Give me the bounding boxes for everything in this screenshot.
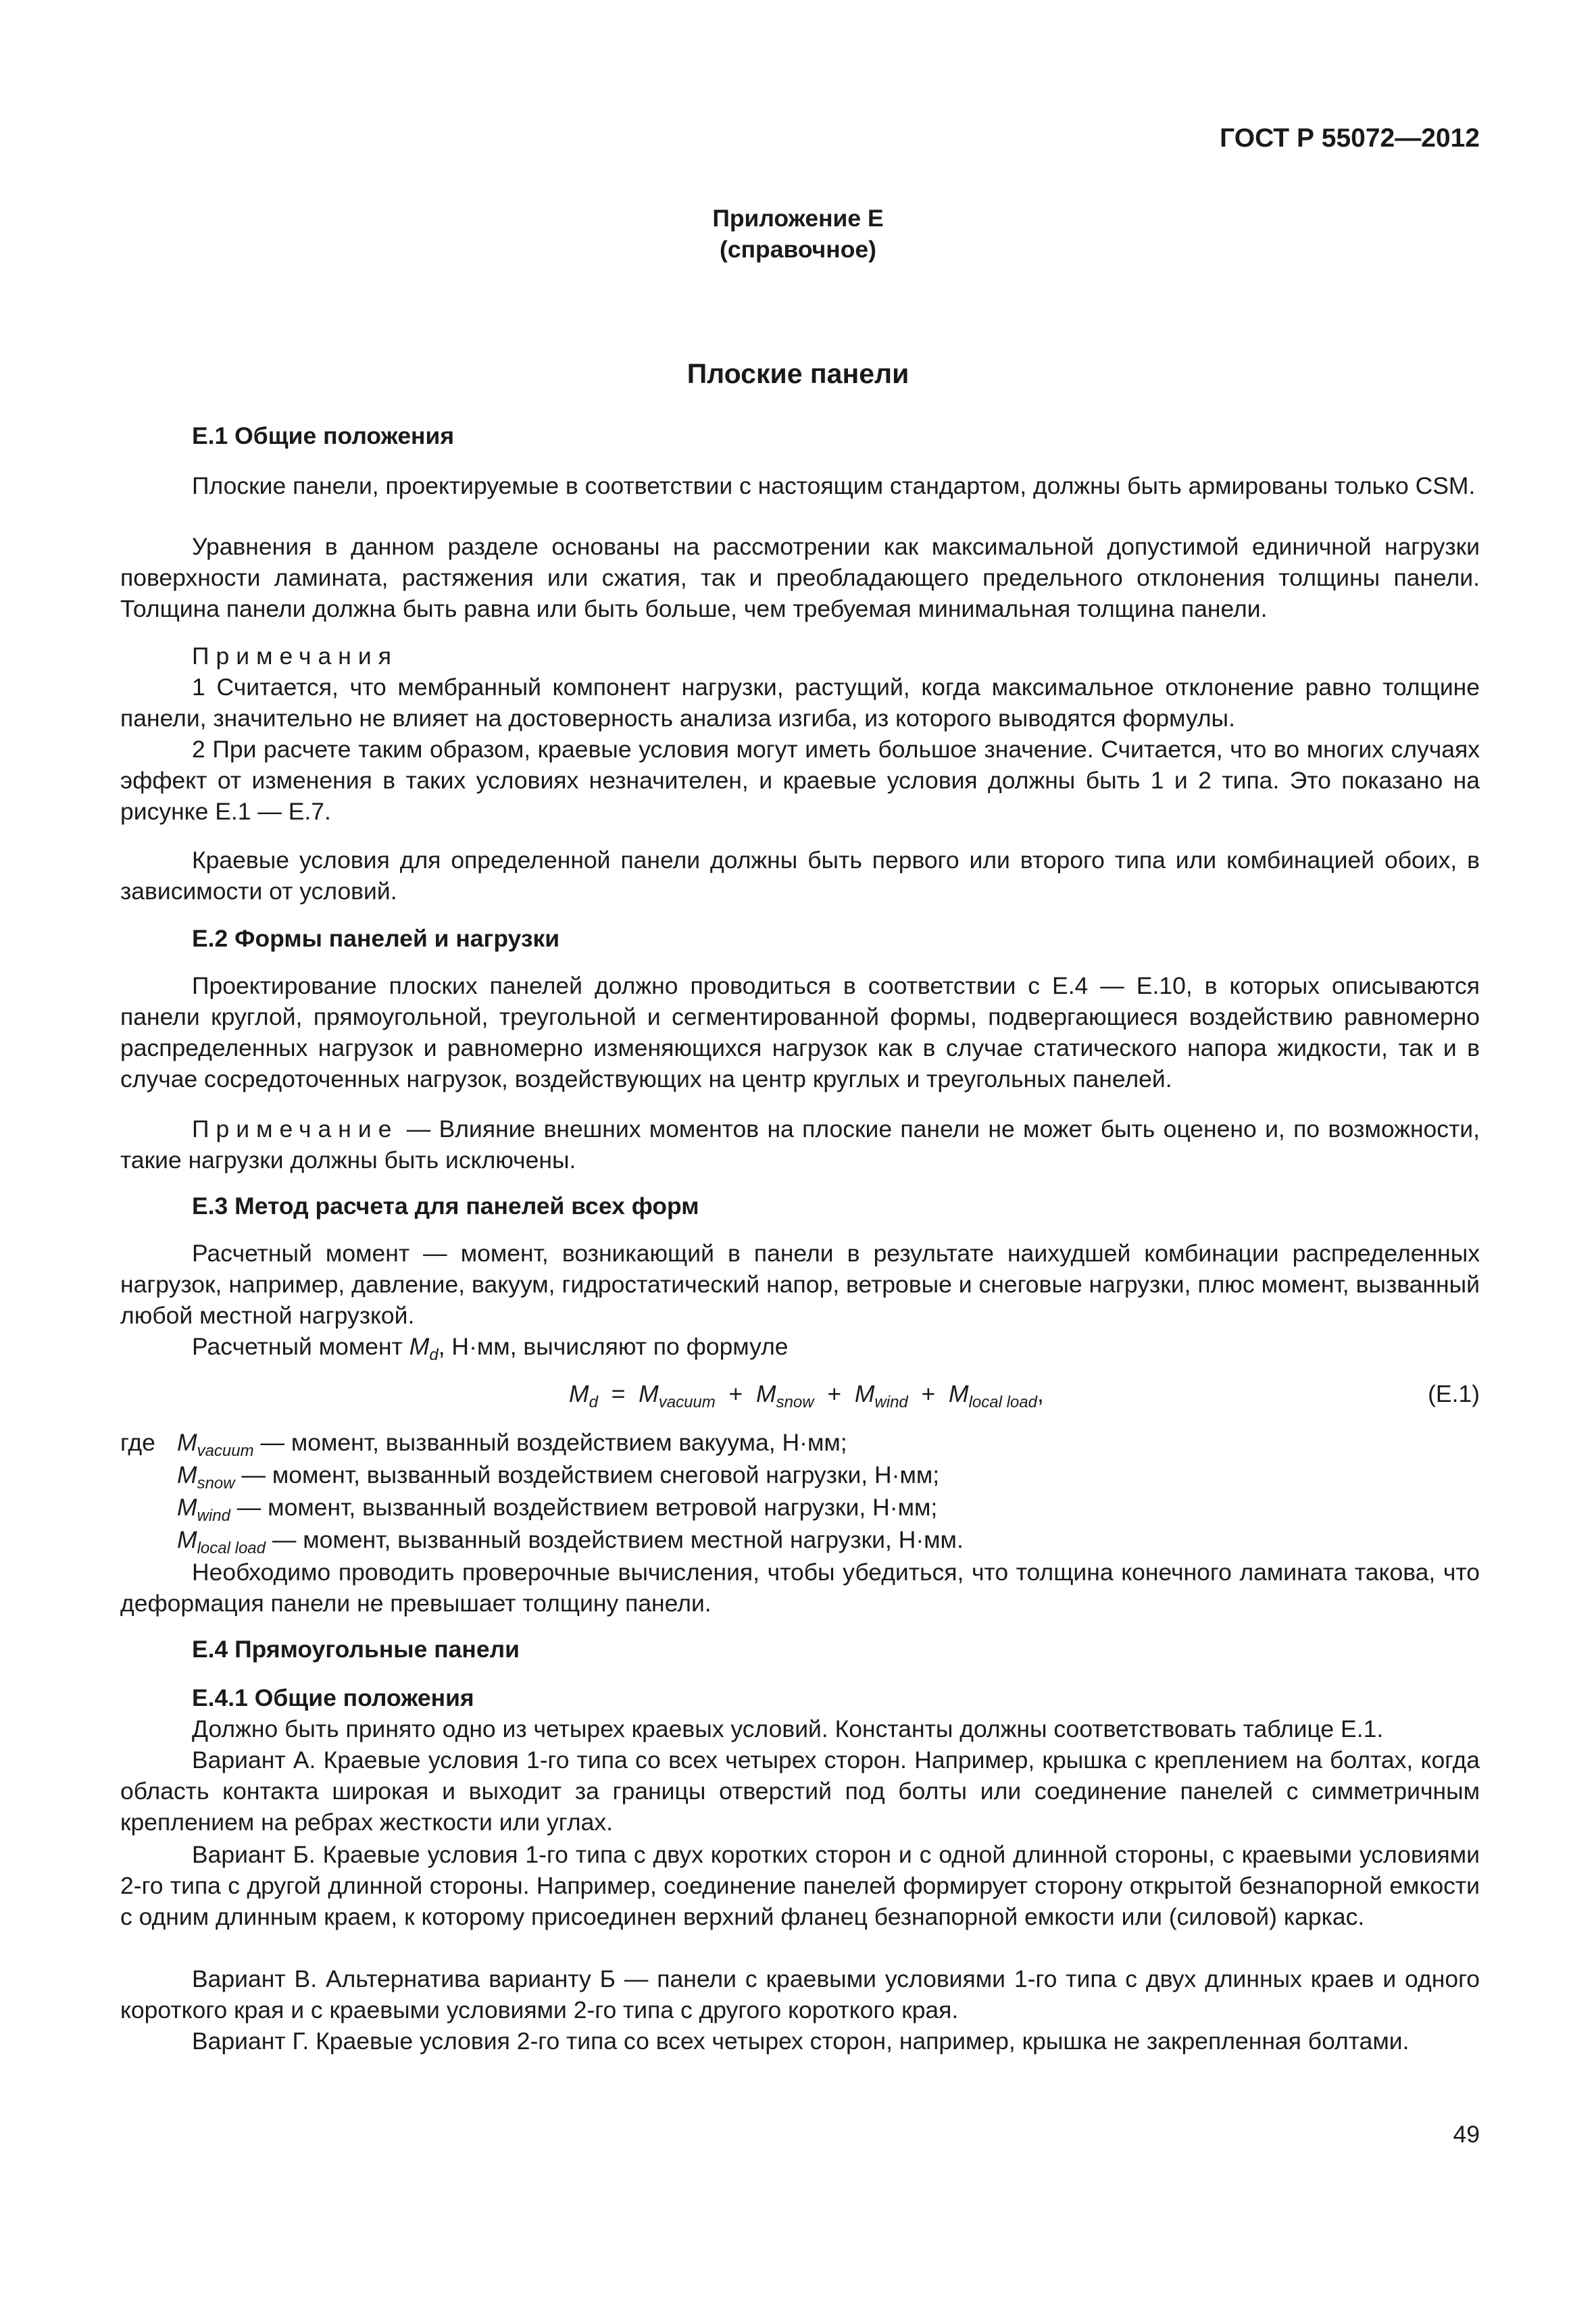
e3-paragraph-2: Расчетный момент $M_d$, Н·мм, вычисляют по формуле [192, 1333, 789, 1364]
section-title: Плоские панели [687, 358, 909, 389]
notes-label: Примечания [192, 643, 398, 670]
note-2: 2 При расчете таким образом, краевые условия могут иметь большое значение. Считается, что во многих случаях эффект от изменения в таких условиях незначителен, и краевые условия должны быть 1 и 2 типа. Это показано на рисунке Е.1 — Е.7. [120, 736, 1480, 825]
definition-wind: $M_{wind}$ — момент, вызванный воздействием ветровой нагрузки, Н·мм; [177, 1494, 938, 1525]
appendix-title: Приложение Е [712, 205, 884, 232]
e4-variant-v: Вариант В. Альтернатива варианту Б — панели с краевыми условиями 1-го типа с двух длинных краев и одного короткого края и с краевыми условиями 2-го типа с другого короткого края. [120, 1965, 1480, 2023]
definition-snow: $M_{snow}$ — момент, вызванный воздействием снеговой нагрузки, Н·мм; [177, 1461, 940, 1492]
note-text: — Влияние внешних моментов на плоские панели не может быть оценено и, по возможности, такие нагрузки должны быть исключены. [120, 1115, 1480, 1174]
definition-local-load: $M_{local load}$ — момент, вызванный воздействием местной нагрузки, Н·мм. [177, 1526, 964, 1557]
e2-note [120, 1113, 1480, 1176]
note-1: 1 Считается, что мембранный компонент нагрузки, растущий, когда максимальное отклонение равно толщине панели, значительно не влияет на достоверность анализа изгиба, из которого выводятся формулы. [120, 674, 1480, 732]
e2-paragraph-1: Проектирование плоских панелей должно проводиться в соответствии с Е.4 — Е.10, в которых описываются панели круглой, прямоугольной, треугольной и сегментированной формы, подвергающиеся воздействию равномерно распределенных нагрузок и равномерно изменяющихся нагрузок как в случае статического напора жидкости, так и в случае сосредоточенных нагрузок, воздействующих на центр круглых и треугольных панелей. [120, 972, 1480, 1092]
e4-variant-g: Вариант Г. Краевые условия 2-го типа со всех четырех сторон, например, крышка не закрепленная болтами. [192, 2028, 1410, 2055]
e1-paragraph-1: Плоские панели, проектируемые в соответствии с настоящим стандартом, должны быть армированы только CSM. [192, 472, 1476, 499]
e3-paragraph-3: Необходимо проводить проверочные вычисления, чтобы убедиться, что толщина конечного ламината такова, что деформация панели не превышает толщину панели. [120, 1559, 1480, 1617]
e4-paragraph-1: Должно быть принято одно из четырех краевых условий. Константы должны соответствовать таблице Е.1. [192, 1715, 1384, 1742]
page-number: 49 [1453, 2121, 1480, 2148]
appendix-subtitle: (справочное) [720, 236, 876, 263]
e4-variant-a: Вариант А. Краевые условия 1-го типа со всех четырех сторон. Например, крышка с креплением на болтах, когда область контакта широкая и выходит за границы отверстий под болты или соединение панелей с симметричным креплением на ребрах жесткости или углах. [120, 1746, 1480, 1836]
where-label: где [120, 1429, 155, 1456]
heading-e4-1: Е.4.1 Общие положения [192, 1684, 474, 1711]
formula-e1: $M_d = M_{vacuum} + M_{snow} + M_{wind} + M_{local load}$, [569, 1380, 1044, 1411]
formula-number: (Е.1) [1428, 1380, 1480, 1407]
heading-e2: Е.2 Формы панелей и нагрузки [192, 925, 560, 952]
note-label: Примечание [192, 1115, 399, 1142]
heading-e4: Е.4 Прямоугольные панели [192, 1636, 520, 1663]
definition-vacuum: $M_{vacuum}$ — момент, вызванный воздействием вакуума, Н·мм; [177, 1429, 847, 1460]
e3-paragraph-1: Расчетный момент — момент, возникающий в панели в результате наихудшей комбинации распределенных нагрузок, например, давление, вакуум, гидростатический напор, ветровые и снеговые нагрузки, плюс момент, вызванный любой местной нагрузкой. [120, 1240, 1480, 1329]
e1-paragraph-3: Краевые условия для определенной панели должны быть первого или второго типа или комбинацией обоих, в зависимости от условий. [120, 847, 1480, 905]
document-number: ГОСТ Р 55072—2012 [1220, 124, 1480, 153]
heading-e3: Е.3 Метод расчета для панелей всех форм [192, 1192, 699, 1219]
e1-paragraph-2: Уравнения в данном разделе основаны на рассмотрении как максимальной допустимой единичной нагрузки поверхности ламината, растяжения или сжатия, так и преобладающего предельного отклонения толщины панели. Толщина панели должна быть равна или быть больше, чем требуемая минимальная толщина панели. [120, 533, 1480, 622]
e4-variant-b: Вариант Б. Краевые условия 1-го типа с двух коротких сторон и с одной длинной стороны, с краевыми условиями 2-го типа с другой длинной стороны. Например, соединение панелей формирует сторону открытой безнапорной емкости с одним длинным краем, к которому присоединен верхний фланец безнапорной емкости или (силовой) каркас. [120, 1841, 1480, 1930]
heading-e1: Е.1 Общие положения [192, 422, 455, 449]
